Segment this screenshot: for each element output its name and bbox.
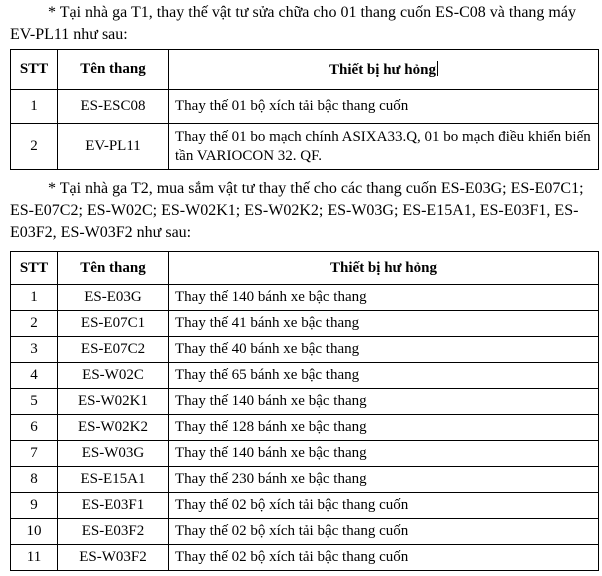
row-damage: Thay thế 140 bánh xe bậc thang xyxy=(169,441,599,467)
row-damage: Thay thế 01 bo mạch chính ASIXA33.Q, 01 bo mạch điều khiển biến tần VARIOCON 32. QF. xyxy=(169,124,599,170)
row-damage: Thay thế 128 bánh xe bậc thang xyxy=(169,415,599,441)
row-stt: 2 xyxy=(11,311,58,337)
row-elevator-name: ES-W02K1 xyxy=(58,389,169,415)
row-elevator-name: ES-E03F1 xyxy=(58,493,169,519)
row-elevator-name: EV-PL11 xyxy=(58,124,169,170)
header-stt: STT xyxy=(11,50,58,90)
row-elevator-name: ES-E03G xyxy=(58,285,169,311)
table-header-row xyxy=(11,252,599,285)
table-t2-supplies xyxy=(10,251,599,571)
section1-intro: * Tại nhà ga T1, thay thế vật tư sửa chữa cho 01 thang cuốn ES-C08 và thang máy EV-PL11 như sau: xyxy=(10,4,576,43)
row-stt: 2 xyxy=(11,124,58,170)
row-stt: 1 xyxy=(11,90,58,124)
table-header-row xyxy=(11,50,599,90)
table-row xyxy=(11,124,599,170)
table-row xyxy=(11,311,599,337)
row-damage: Thay thế 41 bánh xe bậc thang xyxy=(169,311,599,337)
row-damage: Thay thế 140 bánh xe bậc thang xyxy=(169,285,599,311)
header-damaged-equipment xyxy=(169,50,599,90)
table-row xyxy=(11,363,599,389)
row-damage: Thay thế 40 bánh xe bậc thang xyxy=(169,337,599,363)
row-damage: Thay thế 65 bánh xe bậc thang xyxy=(169,363,599,389)
row-stt: 11 xyxy=(11,545,58,571)
row-stt: 6 xyxy=(11,415,58,441)
row-elevator-name: ES-E03F2 xyxy=(58,519,169,545)
row-damage: Thay thế 02 bộ xích tải bậc thang cuốn xyxy=(169,545,599,571)
row-damage: Thay thế 02 bộ xích tải bậc thang cuốn xyxy=(169,519,599,545)
header-damaged-equipment-label: Thiết bị hư hỏng xyxy=(329,61,436,78)
table-row xyxy=(11,545,599,571)
row-elevator-name: ES-W02C xyxy=(58,363,169,389)
header-elevator-name: Tên thang xyxy=(58,252,169,285)
row-damage: Thay thế 01 bộ xích tải bậc thang cuốn xyxy=(169,90,599,124)
header-elevator-name: Tên thang xyxy=(58,50,169,90)
table-row xyxy=(11,493,599,519)
row-elevator-name: ES-W02K2 xyxy=(58,415,169,441)
row-stt: 4 xyxy=(11,363,58,389)
table-row xyxy=(11,337,599,363)
row-stt: 3 xyxy=(11,337,58,363)
row-elevator-name: ES-E07C1 xyxy=(58,311,169,337)
table-row xyxy=(11,519,599,545)
table-row xyxy=(11,389,599,415)
row-elevator-name: ES-E15A1 xyxy=(58,467,169,493)
row-stt: 9 xyxy=(11,493,58,519)
row-stt: 10 xyxy=(11,519,58,545)
row-elevator-name: ES-ESC08 xyxy=(58,90,169,124)
header-damaged-equipment: Thiết bị hư hỏng xyxy=(169,252,599,285)
section2-intro: * Tại nhà ga T2, mua sắm vật tư thay thế cho các thang cuốn ES-E03G; ES-E07C1; ES-E07C2; ES-W02C; ES-W02K1; ES-W02K2; ES-W03G; ES-E15A1, ES-E03F1, ES-E03F2, ES-W03F2 như sau: xyxy=(10,180,584,241)
table-row xyxy=(11,90,599,124)
header-stt: STT xyxy=(11,252,58,285)
row-stt: 1 xyxy=(11,285,58,311)
row-stt: 7 xyxy=(11,441,58,467)
row-elevator-name: ES-W03F2 xyxy=(58,545,169,571)
table-row xyxy=(11,285,599,311)
row-damage: Thay thế 230 bánh xe bậc thang xyxy=(169,467,599,493)
row-damage: Thay thế 02 bộ xích tải bậc thang cuốn xyxy=(169,493,599,519)
row-stt: 8 xyxy=(11,467,58,493)
row-elevator-name: ES-W03G xyxy=(58,441,169,467)
text-cursor xyxy=(437,61,438,76)
table-row xyxy=(11,467,599,493)
table-t1-repairs xyxy=(10,49,599,170)
row-damage: Thay thế 140 bánh xe bậc thang xyxy=(169,389,599,415)
row-stt: 5 xyxy=(11,389,58,415)
table-row xyxy=(11,441,599,467)
table-row xyxy=(11,415,599,441)
row-elevator-name: ES-E07C2 xyxy=(58,337,169,363)
